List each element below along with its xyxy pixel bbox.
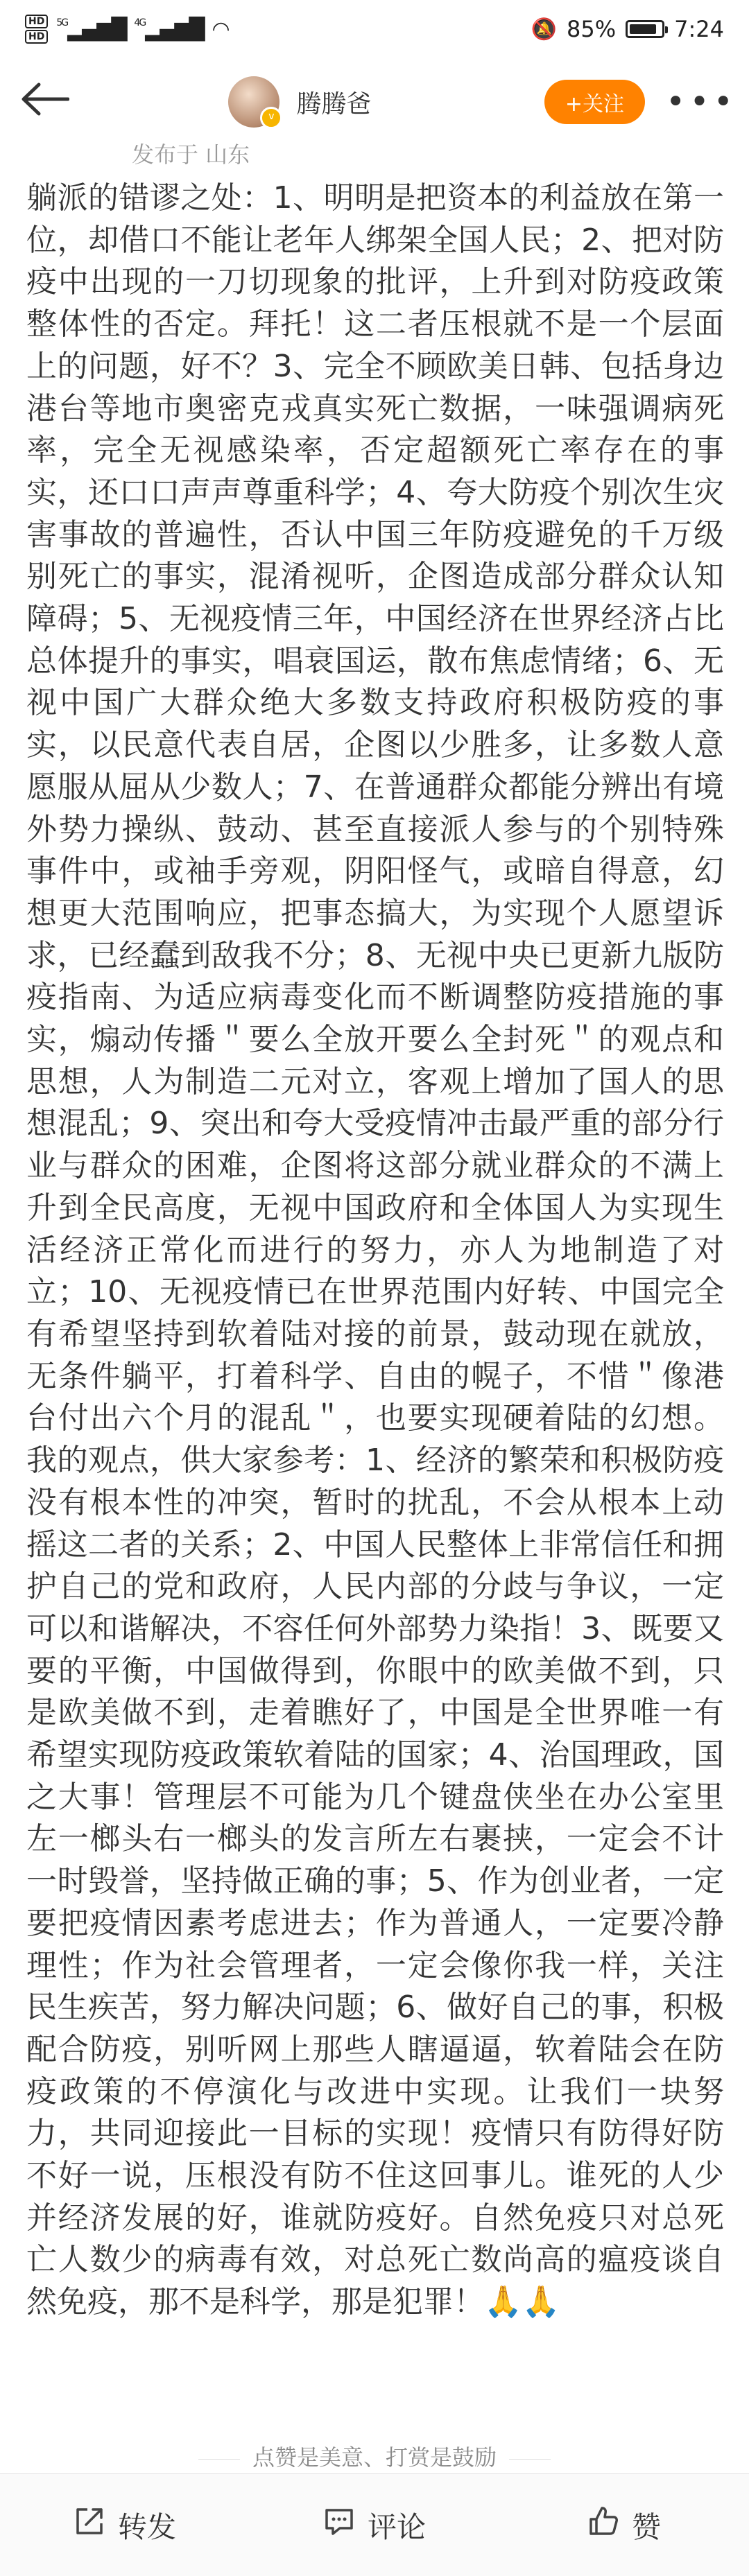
comment-icon — [323, 2505, 355, 2545]
back-arrow-icon[interactable] — [21, 80, 76, 124]
author-info[interactable] — [118, 76, 482, 128]
posted-from: 发布于 山东 — [132, 141, 250, 168]
hd-badge-2: HD — [25, 30, 48, 44]
signal-icon-1: $^{5G}$▂▄▆█ — [56, 17, 126, 42]
battery-percent: 85% — [567, 16, 617, 42]
repost-icon — [74, 2505, 105, 2545]
mute-icon: 🔕 — [531, 17, 558, 42]
comment-svg — [323, 2505, 355, 2537]
action-bar — [0, 2473, 749, 2576]
username[interactable]: 腾腾爸 — [296, 89, 372, 119]
battery-icon — [626, 20, 664, 38]
hd-badges — [25, 15, 48, 44]
more-dots-icon[interactable]: ••• — [666, 82, 737, 121]
status-bar — [0, 0, 749, 58]
reward-note: 点赞是美意、打赏是鼓励 — [0, 2440, 749, 2472]
wifi-icon: ◠ — [212, 17, 230, 42]
nav-bar — [0, 58, 749, 146]
repost-label: 转发 — [117, 2509, 176, 2544]
signal-label-1: 5G — [56, 17, 68, 28]
comment-button[interactable] — [250, 2474, 499, 2576]
hd-badge-1: HD — [25, 15, 48, 28]
status-left — [25, 15, 230, 44]
thumbs-up-svg — [587, 2505, 619, 2537]
thumbs-up-icon — [587, 2505, 619, 2545]
signal-label-2: 4G — [134, 17, 146, 28]
repost-svg — [74, 2505, 105, 2537]
clock: 7:24 — [674, 16, 724, 42]
signal-icon-2: $^{4G}$▂▄▆█ — [134, 17, 204, 42]
like-button[interactable] — [499, 2474, 749, 2576]
post-body: 躺派的错谬之处：1、明明是把资本的利益放在第一位，却借口不能让老年人绑架全国人民；2、把对防疫中出现的一刀切现象的批评，上升到对防疫政策整体性的否定。拜托！这二者压根就不是一个层面上的问题，好不？3、完全不顾欧美日韩、包括身边港台等地市奥密克戎真实死亡数据，一味强调病死率，完全无视感染率，否定超额死亡率存在的事实，还口口声声尊重科学；4、夸大防疫个别次生灾害事故的普遍性，否认中国三年防疫避免的千万级别死亡的事实，混淆视听，企图造成部分群众认知障碍；5、无视疫情三年，中国经济在世界经济占比总体提升的事实，唱衰国运，散布焦虑情绪；6、无视中国广大群众绝大多数支持政府积极防疫的事实，以民意代表自居，企图以少胜多，让多数人意愿服从屈从少数人；7、在普通群众都能分辨出有境外势力操纵、鼓动、甚至直接派人参与的个别特殊事件中，或袖手旁观，阴阳怪气，或暗自得意，幻想更大范围响应，把事态搞大，为实现个人愿望诉求，已经蠢到敌我不分；8、无视中央已更新九版防疫指南、为适应病毒变化而不断调整防疫措施的事实，煽动传播＂要么全放开要么全封死＂的观点和思想，人为制造二元对立，客观上增加了国人的思想混乱；9、突出和夸大受疫情冲击最严重的部分行业与群众的困难，企图将这部分就业群众的不满上升到全民高度，无视中国政府和全体国人为实现生活经济正常化而进行的努力，亦人为地制造了对立；10、无视疫情已在世界范围内好转、中国完全有希望坚持到软着陆对接的前景，鼓动现在就放，无条件躺平，打着科学、自由的幌子，不惜＂像港台付出六个月的混乱＂，也要实现硬着陆的幻想。我的观点，供大家参考：1、经济的繁荣和积极防疫没有根本性的冲突，暂时的扰乱，不会从根本上动摇这二者的关系；2、中国人民整体上非常信任和拥护自己的党和政府，人民内部的分歧与争议，一定可以和谐解决，不容任何外部势力染指！3、既要又要的平衡，中国做得到，你眼中的欧美做不到，只是欧美做不到，走着瞧好了，中国是全世界唯一有希望实现防疫政策软着陆的国家；4、治国理政，国之大事！管理层不可能为几个键盘侠坐在办公室里左一榔头右一榔头的发言所左右裹挟，一定会不计一时毁誉，坚持做正确的事；5、作为创业者，一定要把疫情因素考虑进去；作为普通人，一定要冷静理性；作为社会管理者，一定会像你我一样，关注民生疾苦，努力解决问题；6、做好自己的事，积极配合防疫，别听网上那些人瞎逼逼，软着陆会在防疫政策的不停演化与改进中实现。让我们一块努力，共同迎接此一目标的实现！疫情只有防得好防不好一说，压根没有防不住这回事儿。谁死的人少并经济发展的好，谁就防疫好。自然免疫只对总死亡人数少的病毒有效，对总死亡数尚高的瘟疫谈自然免疫，那不是科学，那是犯罪！🙏🙏 — [26, 180, 724, 2320]
verified-badge-icon: v — [260, 107, 282, 129]
follow-button[interactable]: +关注 — [544, 80, 645, 124]
back-arrow-svg — [21, 82, 69, 116]
comment-label: 评论 — [367, 2509, 426, 2544]
avatar[interactable] — [228, 76, 279, 128]
status-right — [531, 16, 724, 42]
like-label: 赞 — [631, 2509, 661, 2544]
repost-button[interactable] — [0, 2474, 250, 2576]
